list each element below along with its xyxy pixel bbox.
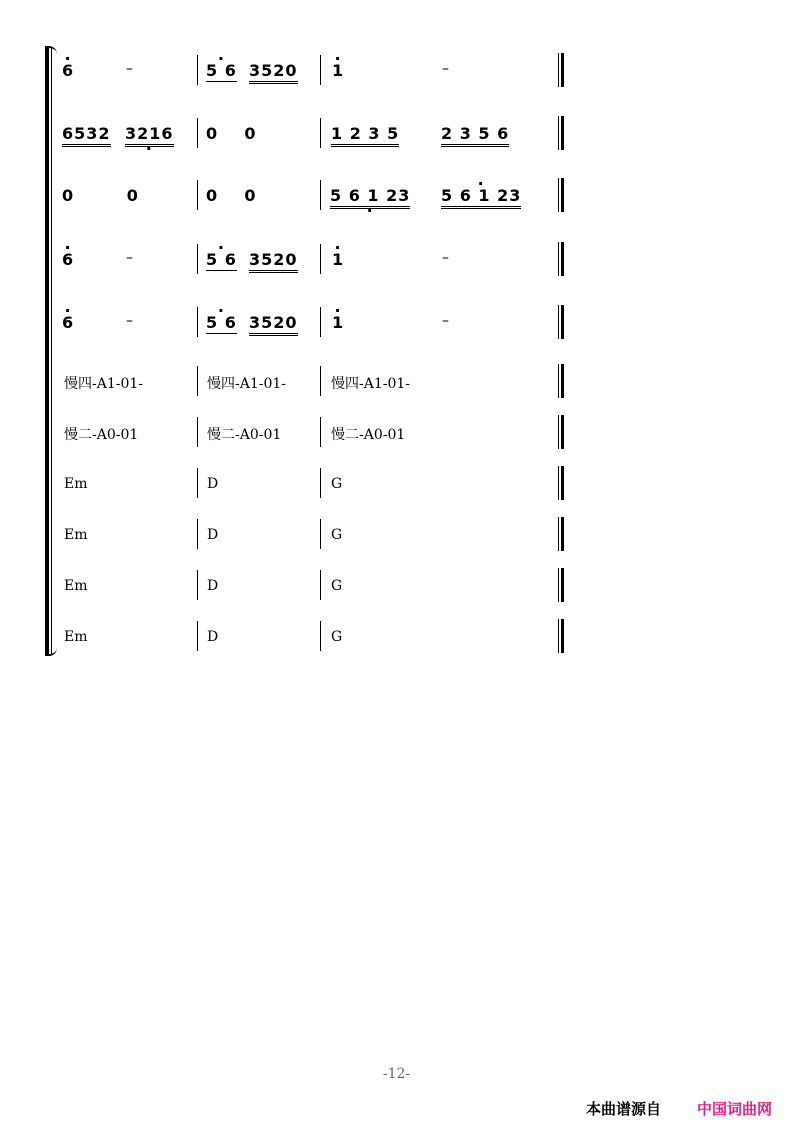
chord-label: Em [64, 578, 88, 594]
note-group: 3520 [249, 313, 298, 336]
barline [197, 307, 198, 337]
final-barline [558, 466, 565, 500]
chord-label: D [207, 476, 219, 492]
final-barline [558, 568, 565, 602]
chord-label: G [331, 578, 343, 594]
note: · 6 [62, 61, 74, 80]
dash: – [126, 250, 133, 266]
barline [320, 621, 321, 651]
note-group: 0 0 [206, 186, 257, 205]
chord-label: Em [64, 476, 88, 492]
chord-label: D [207, 578, 219, 594]
source-label: 本曲谱源自 [586, 1100, 662, 1118]
section-label: 慢四-A1-01- [207, 376, 287, 392]
final-barline [558, 364, 565, 398]
barline [197, 244, 198, 274]
note-group: 0 0 [62, 186, 139, 205]
chord-label: Em [64, 527, 88, 543]
final-barline [558, 305, 565, 339]
note-group: 3216 · [125, 124, 174, 147]
chord-label: G [331, 527, 343, 543]
page-number: -12- [382, 1066, 411, 1082]
barline [320, 366, 321, 396]
dash: – [442, 250, 449, 266]
barline [320, 468, 321, 498]
note-group: 6532 [62, 124, 111, 147]
barline [320, 55, 321, 85]
barline [197, 180, 198, 210]
final-barline [558, 619, 565, 653]
dash: – [126, 61, 133, 77]
section-label: 慢二-A0-01 [64, 427, 139, 443]
section-label: 慢二-A0-01 [207, 427, 282, 443]
site-link[interactable]: 中国词曲网 [697, 1100, 773, 1118]
barline [320, 417, 321, 447]
note: · 6 [62, 313, 74, 332]
final-barline [558, 415, 565, 449]
barline [320, 570, 321, 600]
note-group: 5 6 1 23 · [330, 186, 410, 209]
final-barline [558, 178, 565, 212]
barline [320, 307, 321, 337]
section-label: 慢四-A1-01- [331, 376, 411, 392]
barline [320, 244, 321, 274]
chord-label: D [207, 527, 219, 543]
system-brace [45, 48, 55, 654]
note: · 1 [332, 250, 344, 269]
dash: – [442, 313, 449, 329]
chord-label: G [331, 629, 343, 645]
section-label: 慢二-A0-01 [331, 427, 406, 443]
note-group: · 5 6 1 23 [441, 186, 521, 209]
note: · 6 [62, 250, 74, 269]
barline [197, 55, 198, 85]
barline [197, 468, 198, 498]
note-group: 1 2 3 5 [331, 124, 399, 147]
barline [197, 118, 198, 148]
chord-label: D [207, 629, 219, 645]
note-group: 0 0 [206, 124, 257, 143]
note-group: 2 3 5 6 [441, 124, 509, 147]
barline [197, 570, 198, 600]
barline [197, 417, 198, 447]
barline [197, 519, 198, 549]
note-group: · 5 6 [206, 313, 237, 334]
note: · 1 [332, 61, 344, 80]
chord-label: G [331, 476, 343, 492]
final-barline [558, 116, 565, 150]
barline [197, 621, 198, 651]
chord-label: Em [64, 629, 88, 645]
note-group: 3520 [249, 250, 298, 273]
note: · 1 [332, 313, 344, 332]
barline [320, 180, 321, 210]
note-group: · 5 6 [206, 250, 237, 271]
section-label: 慢四-A1-01- [64, 376, 144, 392]
barline [197, 366, 198, 396]
barline [320, 118, 321, 148]
final-barline [558, 242, 565, 276]
note-group: 3520 [249, 61, 298, 84]
dash: – [442, 61, 449, 77]
final-barline [558, 517, 565, 551]
note-group: · 5 6 [206, 61, 237, 82]
final-barline [558, 53, 565, 87]
barline [320, 519, 321, 549]
dash: – [126, 313, 133, 329]
